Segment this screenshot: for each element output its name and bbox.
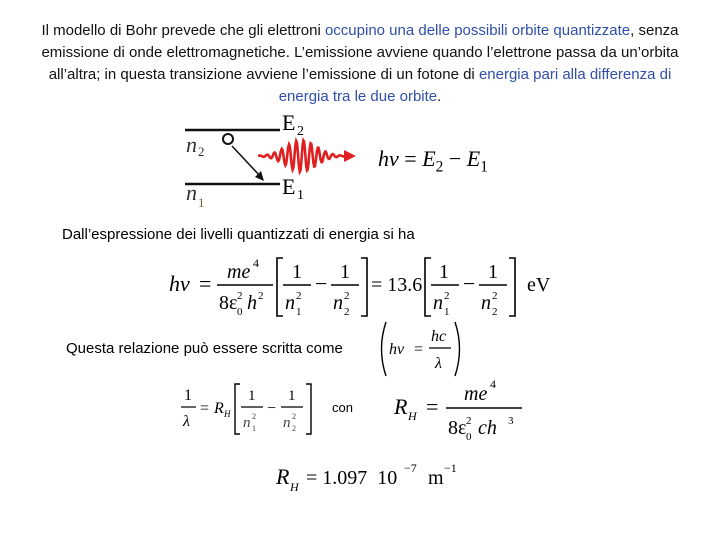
- eq-energy-one-c: 1: [439, 261, 449, 283]
- eq-ryd-n2-sub: 2: [292, 424, 296, 433]
- formula-h: h: [378, 146, 389, 171]
- formula-minus: −: [443, 146, 467, 171]
- eq-energy-den-b: h: [247, 292, 257, 314]
- eq-RH-R: R: [394, 394, 408, 419]
- intro-highlight-energy: energia pari alla differenza di energia tra le due orbite: [278, 66, 672, 105]
- formula-E2: E: [422, 146, 436, 171]
- intro-text-3: .: [437, 88, 442, 105]
- eq-energy-bracket-left-1: [277, 258, 283, 316]
- eq-energy-den-a-exp: 2: [237, 290, 243, 302]
- eq-energy-n1b-sub: 1: [444, 306, 450, 318]
- eq-val-value: = 1.097 10: [306, 467, 398, 489]
- eq-energy-n1-sub: 1: [296, 306, 302, 318]
- intro-highlight-orbits: occupino una delle possibili orbite quantizzate: [324, 22, 631, 39]
- eq-energy-one-d: 1: [488, 261, 498, 283]
- eq-energy-n1: n: [285, 292, 295, 314]
- eq-ryd-R-sub: H: [224, 409, 231, 419]
- equation-hv-hc-lambda: [376, 318, 466, 380]
- eq-ryd-lhs-num: 1: [184, 387, 192, 404]
- eq-hv-eq: =: [414, 341, 424, 358]
- eq-energy-n1b-exp: 2: [444, 290, 450, 302]
- eq-RH-R-sub: H: [408, 409, 417, 423]
- equation-RH-value: [272, 458, 472, 498]
- text-rewrite: Questa relazione può essere scritta come: [66, 340, 343, 357]
- level-lower-E: E: [282, 174, 296, 199]
- level-lower-index: 1: [297, 188, 304, 203]
- formula-E1-sub: 1: [480, 158, 488, 176]
- eq-energy-den-b-exp: 2: [258, 290, 264, 302]
- eq-energy-n2b-exp: 2: [492, 290, 498, 302]
- equation-energy: [165, 250, 565, 322]
- eq-ryd-lhs-den: λ: [183, 413, 190, 430]
- eq-RH-num-exp: 4: [490, 377, 496, 391]
- photon-wave: [258, 141, 344, 172]
- eq-energy-minus-a: −: [315, 271, 328, 296]
- eq-ryd-n2: n: [283, 415, 291, 431]
- equation-rydberg: [178, 378, 318, 440]
- formula-E2-sub: 2: [435, 158, 444, 176]
- eq-val-unit-exp: −1: [444, 461, 457, 475]
- photon-arrowhead: [344, 150, 356, 162]
- eq-energy-den-a: 8ε: [219, 292, 238, 314]
- eq-ryd-n1-exp: 2: [252, 412, 256, 421]
- eq-RH-num: me: [464, 383, 488, 405]
- eq-energy-n2-exp: 2: [344, 290, 350, 302]
- eq-energy-n2: n: [333, 292, 343, 314]
- eq-hv-num: hc: [431, 328, 447, 345]
- eq-energy-eq: =: [199, 271, 212, 296]
- formula-E1: E: [466, 146, 481, 171]
- intro-text-2: , senza emissione di onde elettromagnetiche. L’emissione avviene quando l’elettrone passa da un’orbita all’altra; in questa transizione avviene l’emissione di un fotone di: [41, 22, 679, 83]
- eq-energy-bracket-left-2: [425, 258, 431, 316]
- eq-ryd-bracket-right: [306, 384, 311, 434]
- eq-RH-den-rest-exp: 3: [508, 415, 514, 427]
- eq-hv-den: λ: [435, 355, 442, 372]
- intro-text-1: Il modello di Bohr prevede che gli elettroni: [41, 22, 325, 39]
- eq-ryd-eq: =: [200, 400, 210, 417]
- eq-energy-lhs: hν: [169, 271, 190, 296]
- n-upper-index: 2: [198, 144, 205, 159]
- eq-ryd-one-b: 1: [288, 388, 296, 404]
- text-con: con: [332, 400, 353, 415]
- eq-energy-bracket-right-1: [361, 258, 367, 316]
- eq-RH-den-exp: 2: [466, 415, 472, 427]
- n-lower-label: n: [186, 180, 197, 205]
- eq-energy-num: me: [227, 261, 251, 283]
- text-levels: Dall’espressione dei livelli quantizzati di energia si ha: [62, 226, 415, 243]
- eq-energy-num-exp: 4: [253, 256, 259, 270]
- intro-paragraph: [40, 20, 680, 108]
- eq-val-R-sub: H: [290, 480, 299, 494]
- eq-energy-n1-exp: 2: [296, 290, 302, 302]
- eq-val-R: R: [276, 464, 290, 489]
- eq-energy-one-a: 1: [292, 261, 302, 283]
- eq-hv-paren-right: [455, 322, 460, 376]
- eq-energy-one-b: 1: [340, 261, 350, 283]
- eq-energy-minus-b: −: [463, 271, 476, 296]
- formula-eq: =: [398, 146, 423, 171]
- equation-RH-definition: [392, 372, 542, 442]
- n-upper-label: n: [186, 132, 197, 157]
- eq-hv-lhs: hν: [389, 341, 405, 358]
- level-upper-index: 2: [297, 124, 304, 139]
- formula-nu: ν: [389, 146, 399, 171]
- eq-ryd-n2-exp: 2: [292, 412, 296, 421]
- eq-energy-n2b: n: [481, 292, 491, 314]
- eq-RH-den-sub: 0: [466, 431, 472, 442]
- eq-RH-den-rest: ch: [478, 417, 497, 439]
- eq-ryd-bracket-left: [235, 384, 240, 434]
- n-lower-index: 1: [198, 195, 205, 210]
- eq-ryd-one-a: 1: [248, 388, 256, 404]
- level-upper-E: E: [282, 110, 296, 135]
- eq-RH-eq: =: [426, 394, 439, 419]
- energy-level-diagram: [180, 108, 370, 213]
- eq-ryd-n1: n: [243, 415, 251, 431]
- eq-energy-n1b: n: [433, 292, 443, 314]
- eq-energy-coef: = 13.6: [371, 274, 423, 296]
- eq-ryd-minus: −: [267, 400, 277, 417]
- transition-arrow: [232, 146, 260, 176]
- eq-ryd-R: R: [214, 400, 224, 417]
- eq-energy-bracket-right-2: [509, 258, 515, 316]
- eq-RH-den: 8ε: [448, 417, 467, 439]
- eq-energy-n2b-sub: 2: [492, 306, 498, 318]
- formula-photon-energy: [378, 146, 488, 176]
- eq-val-exp: −7: [404, 461, 417, 475]
- eq-hv-paren-left: [382, 322, 387, 376]
- eq-val-unit: m: [428, 467, 444, 489]
- eq-ryd-n1-sub: 1: [252, 424, 256, 433]
- electron-circle: [223, 134, 233, 144]
- eq-energy-den-a-sub: 0: [237, 306, 243, 318]
- eq-energy-unit: eV: [527, 274, 551, 296]
- eq-energy-n2-sub: 2: [344, 306, 350, 318]
